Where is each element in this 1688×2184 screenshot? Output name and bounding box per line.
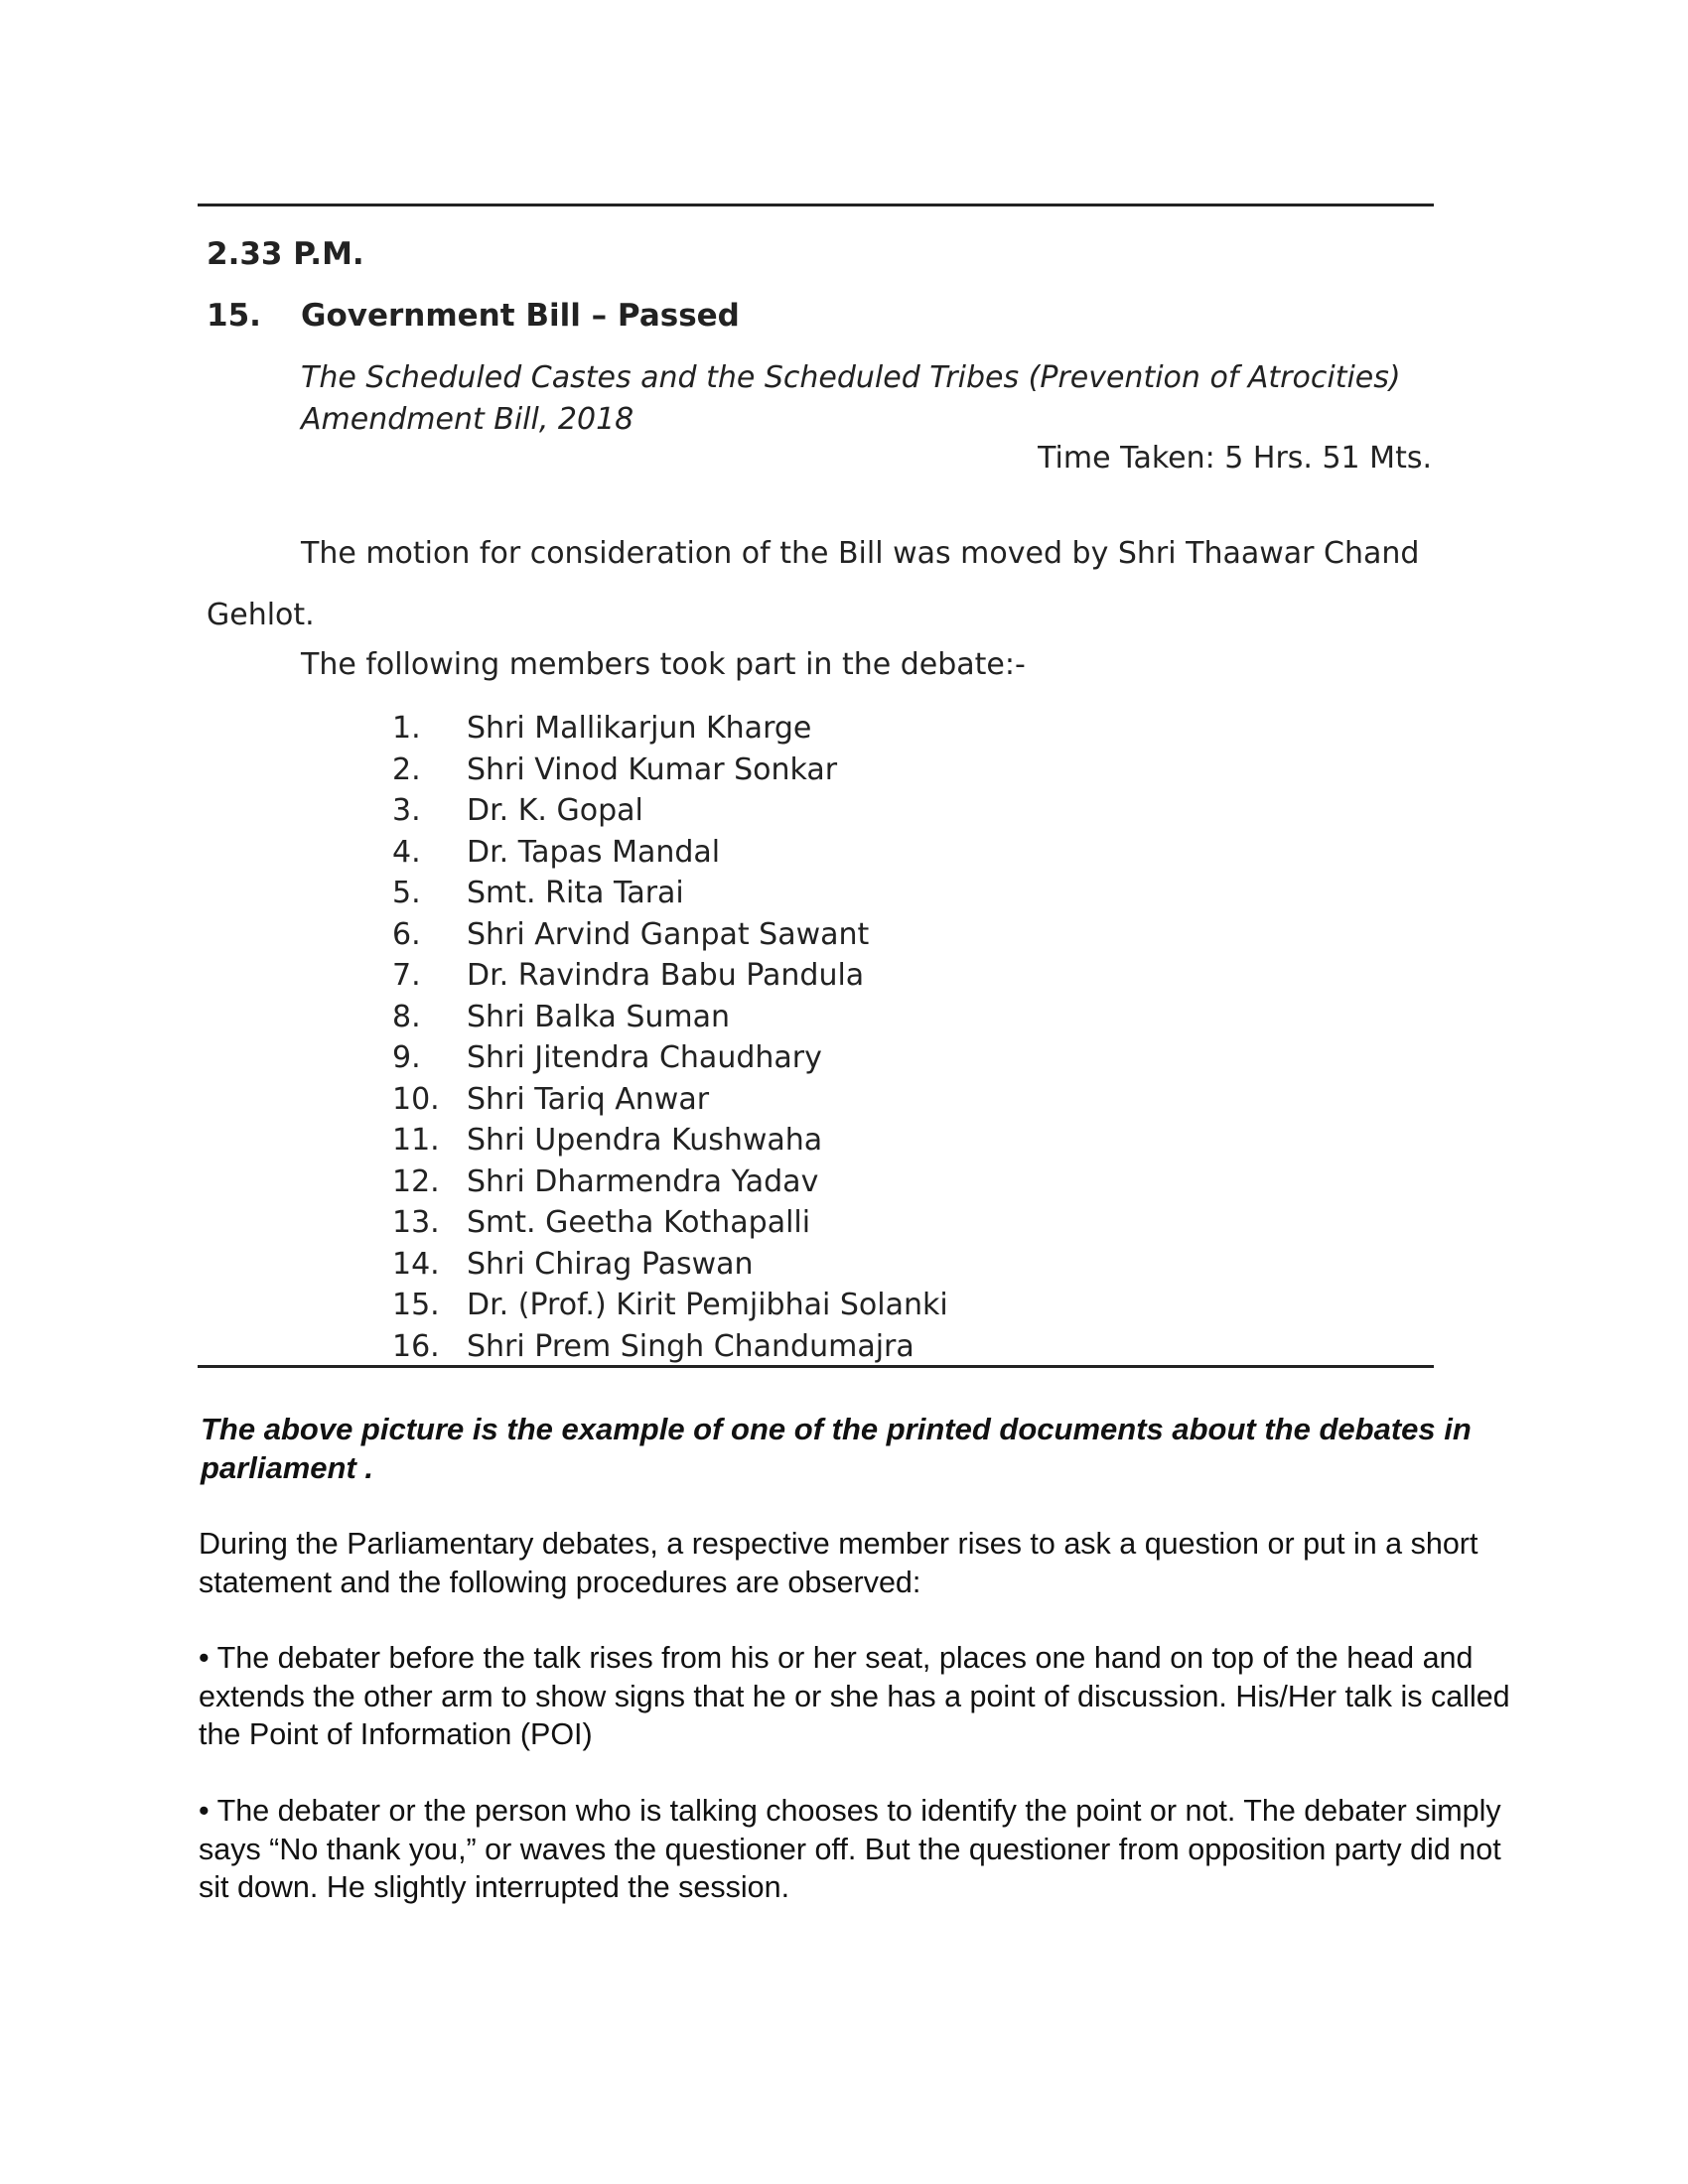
item-title: Government Bill – Passed [301, 298, 740, 334]
member-name: Shri Dharmendra Yadav [467, 1163, 819, 1199]
member-name: Dr. Tapas Mandal [467, 834, 721, 870]
member-item [392, 1244, 948, 1286]
member-number: 12. [392, 1163, 440, 1199]
member-name: Shri Balka Suman [467, 999, 731, 1034]
member-name: Dr. (Prof.) Kirit Pemjibhai Solanki [467, 1288, 948, 1322]
member-number: 13. [392, 1205, 440, 1240]
bullet-paragraph-2: • The debater or the person who is talking chooses to identify the point or not. The debater simply says “No thank you,” or waves the questioner off. But the questioner from opposition party did not sit down. He slightly interrupted the session. [199, 1794, 1501, 1904]
member-name: Smt. Rita Tarai [467, 876, 684, 910]
time-heading: 2.33 P.M. [207, 236, 364, 272]
member-item [392, 708, 948, 750]
item-number: 15. [207, 298, 261, 334]
member-number: 2. [392, 751, 421, 787]
member-number: 5. [392, 876, 421, 910]
member-item [392, 1202, 948, 1244]
caption: The above picture is the example of one of the printed documents about the debates in parliament . [201, 1412, 1472, 1485]
member-name: Dr. K. Gopal [467, 793, 643, 828]
member-name: Shri Tariq Anwar [467, 1081, 710, 1117]
bullet-paragraph-1: • The debater before the talk rises from his or her seat, places one hand on top of the head and extends the other arm to show signs that he or she has a point of discussion. His/Her talk is called the Point of Information (POI) [199, 1641, 1510, 1751]
member-item [392, 1120, 948, 1161]
member-item [392, 1079, 948, 1121]
member-item [392, 1326, 948, 1368]
member-item [392, 832, 948, 874]
member-number: 14. [392, 1246, 440, 1282]
member-number: 15. [392, 1288, 440, 1322]
member-number: 9. [392, 1040, 421, 1075]
member-item [392, 1161, 948, 1203]
member-item [392, 997, 948, 1038]
member-name: Shri Prem Singh Chandumajra [467, 1328, 914, 1364]
member-name: Shri Upendra Kushwaha [467, 1123, 823, 1158]
debate-intro: The following members took part in the debate:- [301, 647, 1026, 682]
member-number: 1. [392, 711, 421, 746]
member-number: 8. [392, 999, 421, 1034]
member-number: 16. [392, 1328, 440, 1364]
item-heading [207, 298, 740, 334]
time-taken: Time Taken: 5 Hrs. 51 Mts. [1038, 441, 1432, 476]
member-item [392, 955, 948, 997]
member-item [392, 790, 948, 832]
member-item [392, 1285, 948, 1326]
member-name: Smt. Geetha Kothapalli [467, 1205, 811, 1240]
member-item [392, 1037, 948, 1079]
member-number: 10. [392, 1081, 440, 1117]
member-item [392, 873, 948, 914]
member-number: 6. [392, 916, 421, 952]
member-item [392, 914, 948, 956]
member-name: Shri Mallikarjun Kharge [467, 711, 812, 746]
intro-paragraph: During the Parliamentary debates, a respective member rises to ask a question or put in a short statement and the following procedures are observed: [199, 1527, 1478, 1599]
bill-title: The Scheduled Castes and the Scheduled Tribes (Prevention of Atrocities) Amendment Bill, 2018 [301, 360, 1401, 437]
member-number: 4. [392, 834, 421, 870]
member-name: Shri Jitendra Chaudhary [467, 1040, 822, 1075]
members-list [392, 708, 948, 1367]
member-name: Shri Arvind Ganpat Sawant [467, 916, 870, 952]
member-name: Dr. Ravindra Babu Pandula [467, 958, 865, 993]
member-number: 11. [392, 1123, 440, 1158]
member-item [392, 750, 948, 791]
member-number: 3. [392, 793, 421, 828]
motion-text: The motion for consideration of the Bill was moved by Shri Thaawar Chand Gehlot. [207, 536, 1420, 632]
top-divider [198, 204, 1434, 206]
bottom-divider [198, 1365, 1434, 1368]
member-number: 7. [392, 958, 421, 993]
member-name: Shri Vinod Kumar Sonkar [467, 751, 838, 787]
member-name: Shri Chirag Paswan [467, 1246, 754, 1282]
